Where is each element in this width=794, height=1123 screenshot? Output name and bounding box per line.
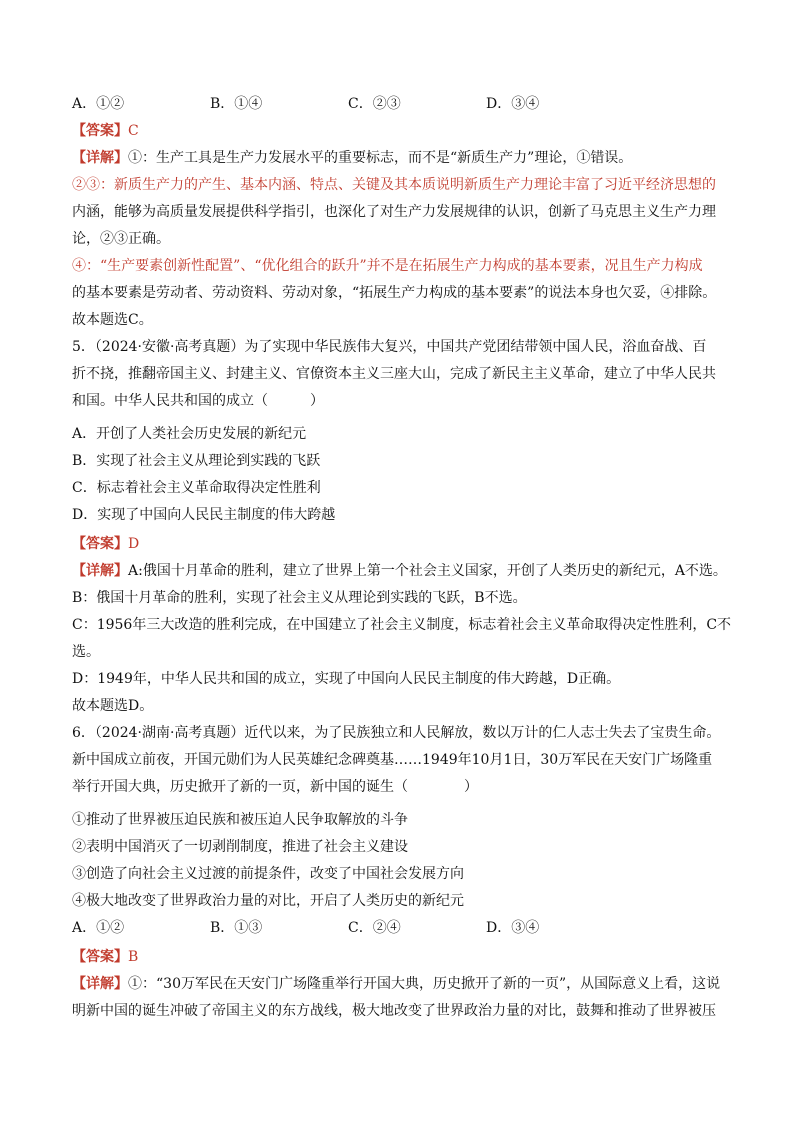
q5-stem: 折不挠，推翻帝国主义、封建主义、官僚资本主义三座大山，完成了新民主主义革命，建立了中华人民共 (72, 366, 716, 382)
detail-text: ①：“30万军民在天安门广场隆重举行开国大典，历史掀开了新的一页”，从国际意义上看，这说 (128, 976, 721, 992)
q6-stem: 新中国成立前夜，开国元勋们为人民英雄纪念碑奠基……1949年10月1日，30万军民在天安门广场隆重 (72, 752, 713, 768)
answer-value: B (128, 949, 139, 965)
q5-option-d: D．实现了中国向人民民主制度的伟大跨越 (72, 507, 336, 523)
q5-detail-line: 选。 (72, 644, 100, 660)
q5-detail-line: C：1956年三大改造的胜利完成，在中国建立了社会主义制度，标志着社会主义革命取得决定性胜利，C不 (72, 617, 732, 633)
option-c: C．②④ (348, 920, 401, 936)
q5-detail-line (72, 561, 734, 581)
detail-tag: 【详解】 (72, 563, 128, 579)
q6-answer (72, 947, 734, 967)
answer-tag: 【答案】 (72, 123, 128, 139)
detail-tag: 【详解】 (72, 976, 128, 992)
q5-option-b: B．实现了社会主义从理论到实践的飞跃 (72, 453, 321, 469)
option-b: B．①④ (210, 96, 263, 112)
q4-detail-line: 的基本要素是劳动者、劳动资料、劳动对象，“拓展生产力构成的基本要素”的说法本身也欠妥，④排除。 (72, 285, 717, 301)
q6-item: ④极大地改变了世界政治力量的对比，开启了人类历史的新纪元 (72, 893, 464, 909)
answer-value: D (128, 536, 140, 552)
q5-detail-line: D：1949年，中华人民共和国的成立，实现了中国向人民民主制度的伟大跨越，D正确。 (72, 671, 621, 687)
q6-stem: 举行开国大典，历史掀开了新的一页，新中国的诞生（ ） (72, 779, 478, 795)
q4-detail-line: ②③：新质生产力的产生、基本内涵、特点、关键及其本质说明新质生产力理论丰富了习近平经济思想的 (72, 177, 716, 193)
q6-detail-line: 明新中国的诞生冲破了帝国主义的东方战线，极大地改变了世界政治力量的对比，鼓舞和推动了世界被压 (72, 1003, 716, 1019)
detail-text: ①：生产工具是生产力发展水平的重要标志，而不是“新质生产力”理论，①错误。 (128, 150, 633, 166)
option-d: D．③④ (486, 96, 540, 112)
q6-options (72, 918, 734, 938)
q4-conclusion: 故本题选C。 (72, 312, 153, 328)
q4-answer (72, 121, 734, 141)
q6-stem: 6．（2024·湖南·高考真题）近代以来，为了民族独立和人民解放，数以万计的仁人志士失去了宝贵生命。 (72, 725, 721, 741)
answer-tag: 【答案】 (72, 949, 128, 965)
option-c: C．②③ (348, 96, 401, 112)
q5-answer (72, 534, 734, 554)
option-b: B．①③ (210, 920, 263, 936)
option-a: A．①② (72, 96, 125, 112)
q4-detail-line: 论，②③正确。 (72, 231, 170, 247)
option-a: A．①② (72, 920, 125, 936)
q5-stem: 和国。中华人民共和国的成立（ ） (72, 393, 324, 409)
answer-tag: 【答案】 (72, 536, 128, 552)
q4-detail-line: ④：“生产要素创新性配置”、“优化组合的跃升”并不是在拓展生产力构成的基本要素，况且生产力构成 (72, 258, 703, 274)
q5-detail-line: B：俄国十月革命的胜利，实现了社会主义从理论到实践的飞跃，B不选。 (72, 590, 527, 606)
q5-option-c: C．标志着社会主义革命取得决定性胜利 (72, 480, 321, 496)
answer-value: C (128, 123, 139, 139)
detail-tag: 【详解】 (72, 150, 128, 166)
detail-text: A:俄国十月革命的胜利，建立了世界上第一个社会主义国家，开创了人类历史的新纪元，A不选。 (128, 563, 727, 579)
q4-detail-line: 内涵，能够为高质量发展提供科学指引，也深化了对生产力发展规律的认识，创新了马克思主义生产力理 (72, 204, 716, 220)
q4-options (72, 94, 734, 114)
option-d: D．③④ (486, 920, 540, 936)
q6-item: ③创造了向社会主义过渡的前提条件，改变了中国社会发展方向 (72, 866, 464, 882)
q5-stem: 5．（2024·安徽·高考真题）为了实现中华民族伟大复兴，中国共产党团结带领中国人民，浴血奋战、百 (72, 339, 707, 355)
q6-detail-line (72, 974, 734, 994)
q5-conclusion: 故本题选D。 (72, 698, 154, 714)
q6-item: ①推动了世界被压迫民族和被压迫人民争取解放的斗争 (72, 812, 408, 828)
q6-item: ②表明中国消灭了一切剥削制度，推进了社会主义建设 (72, 839, 408, 855)
q4-detail-line (72, 148, 734, 168)
q5-option-a: A．开创了人类社会历史发展的新纪元 (72, 426, 307, 442)
